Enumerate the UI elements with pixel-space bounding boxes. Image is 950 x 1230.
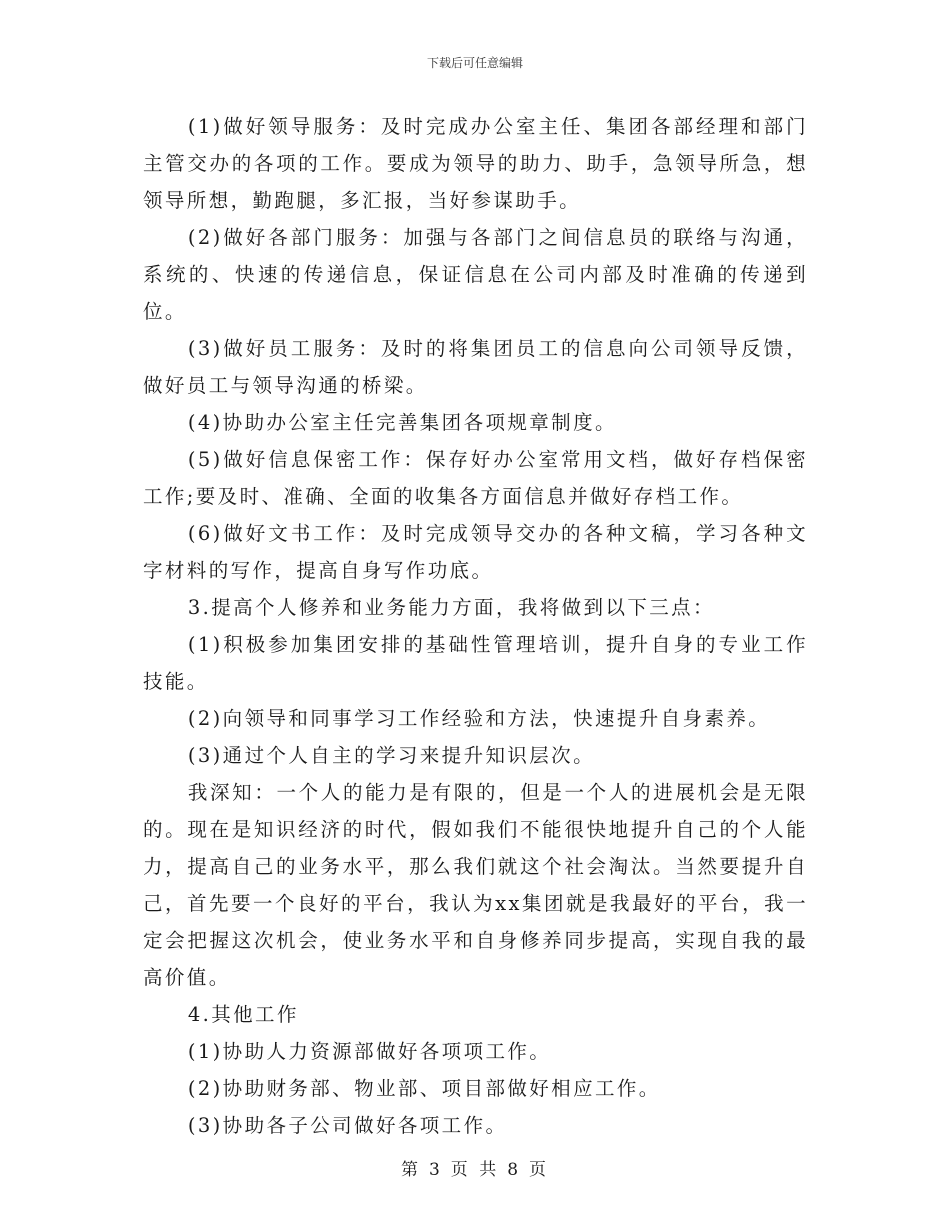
page-header: 下载后可任意编辑 bbox=[426, 56, 523, 70]
paragraph-self-study: (3)通过个人自主的学习来提升知识层次。 bbox=[187, 744, 595, 767]
footer-current-page: 3 bbox=[428, 1160, 443, 1180]
footer-total-pages: 8 bbox=[507, 1160, 522, 1180]
paragraph-subsidiary-assist: (3)协助各子公司做好各项工作。 bbox=[187, 1114, 508, 1137]
document-body bbox=[143, 108, 808, 1144]
footer-prefix: 第 bbox=[400, 1160, 421, 1180]
footer-middle: 页 共 bbox=[450, 1160, 500, 1180]
paragraph-rules-assist: (4)协助办公室主任完善集团各项规章制度。 bbox=[187, 411, 617, 434]
paragraph-staff-service: (3)做好员工服务：及时的将集团员工的信息向公司领导反馈，做好员工与领导沟通的桥梁。 bbox=[143, 337, 808, 397]
paragraph-learn-from-colleagues: (2)向领导和同事学习工作经验和方法，快速提升自身素养。 bbox=[187, 707, 771, 730]
section-heading-self-improvement: 3.提高个人修养和业务能力方面，我将做到以下三点： bbox=[187, 596, 715, 619]
footer-suffix: 页 bbox=[529, 1160, 550, 1180]
paragraph-training: (1)积极参加集团安排的基础性管理培训，提升自身的专业工作技能。 bbox=[143, 633, 808, 693]
paragraph-hr-assist: (1)协助人力资源部做好各项项工作。 bbox=[187, 1040, 552, 1063]
paragraph-reflection: 我深知：一个人的能力是有限的，但是一个人的进展机会是无限的。现在是知识经济的时代，假如我们不能很快地提升自己的个人能力，提高自己的业务水平，那么我们就这个社会淘汰。当然要提升自己，首先要一个良好的平台，我认为xx集团就是我最好的平台，我一定会把握这次机会，使业务水平和自身修养同步提高，实现自我的最高价值。 bbox=[143, 781, 808, 989]
paragraph-department-service: (2)做好各部门服务：加强与各部门之间信息员的联络与沟通，系统的、快速的传递信息，保证信息在公司内部及时准确的传递到位。 bbox=[143, 226, 808, 323]
paragraph-writing: (6)做好文书工作：及时完成领导交办的各种文稿，学习各种文字材料的写作，提高自身写作功底。 bbox=[143, 522, 808, 582]
section-heading-other-work: 4.其他工作 bbox=[187, 1003, 299, 1026]
paragraph-finance-assist: (2)协助财务部、物业部、项目部做好相应工作。 bbox=[187, 1077, 661, 1100]
paragraph-confidentiality: (5)做好信息保密工作：保存好办公室常用文档，做好存档保密工作;要及时、准确、全面的收集各方面信息并做好存档工作。 bbox=[143, 448, 808, 508]
page-footer bbox=[0, 1155, 950, 1180]
paragraph-leader-service: (1)做好领导服务：及时完成办公室主任、集团各部经理和部门主管交办的各项的工作。要成为领导的助力、助手，急领导所急，想领导所想，勤跑腿，多汇报，当好参谋助手。 bbox=[143, 115, 808, 212]
